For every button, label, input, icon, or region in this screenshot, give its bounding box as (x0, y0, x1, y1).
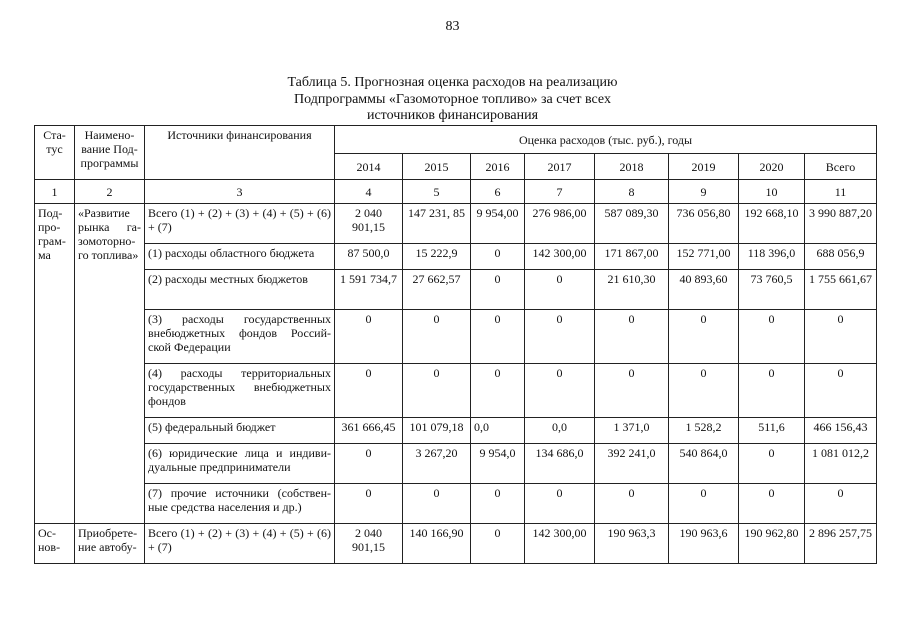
value-cell: 0 (471, 244, 525, 270)
value-cell: 0 (471, 484, 525, 524)
value-cell: 1 371,0 (595, 418, 669, 444)
value-cell: 192 668,10 (739, 204, 805, 244)
value-cell: 0 (739, 364, 805, 418)
source-cell: Всего (1) + (2) + (3) + (4) + (5) + (6) + (7) (145, 204, 335, 244)
value-cell: 736 056,80 (669, 204, 739, 244)
column-number: 4 (335, 180, 403, 204)
subprogram-name-cell: «Развитие рынка га-зомоторно-го топлива» (75, 204, 145, 524)
value-cell: 0 (595, 364, 669, 418)
value-cell: 0 (335, 444, 403, 484)
value-cell: 0 (739, 310, 805, 364)
column-number: 1 (35, 180, 75, 204)
column-number: 10 (739, 180, 805, 204)
value-cell: 511,6 (739, 418, 805, 444)
value-cell: 73 760,5 (739, 270, 805, 310)
value-cell: 0 (403, 484, 471, 524)
column-number: 6 (471, 180, 525, 204)
column-number: 11 (805, 180, 877, 204)
value-cell: 152 771,00 (669, 244, 739, 270)
value-cell: 0 (669, 310, 739, 364)
value-cell: 1 755 661,67 (805, 270, 877, 310)
value-cell: 587 089,30 (595, 204, 669, 244)
event-name-cell: Приобрете-ние автобу- (75, 524, 145, 564)
caption-line-3: источников финансирования (366, 108, 539, 123)
value-cell: 1 528,2 (669, 418, 739, 444)
value-cell: 466 156,43 (805, 418, 877, 444)
value-cell: 147 231, 85 (403, 204, 471, 244)
value-cell: 0 (805, 364, 877, 418)
header-year: 2020 (739, 154, 805, 180)
value-cell: 0 (471, 270, 525, 310)
value-cell: 540 864,0 (669, 444, 739, 484)
value-cell: 101 079,18 (403, 418, 471, 444)
value-cell: 0,0 (525, 418, 595, 444)
source-cell: (4) расходы территориальных государственных внебюджетных фондов (145, 364, 335, 418)
value-cell: 0,0 (471, 418, 525, 444)
header-year: 2017 (525, 154, 595, 180)
status-cell: Ос-нов- (35, 524, 75, 564)
value-cell: 40 893,60 (669, 270, 739, 310)
column-number: 2 (75, 180, 145, 204)
header-total: Всего (805, 154, 877, 180)
header-year: 2014 (335, 154, 403, 180)
value-cell: 27 662,57 (403, 270, 471, 310)
value-cell: 2 040 901,15 (335, 204, 403, 244)
value-cell: 0 (525, 364, 595, 418)
value-cell: 142 300,00 (525, 524, 595, 564)
value-cell: 134 686,0 (525, 444, 595, 484)
header-estimate: Оценка расходов (тыс. руб.), годы (335, 126, 877, 154)
column-number: 8 (595, 180, 669, 204)
value-cell: 392 241,0 (595, 444, 669, 484)
value-cell: 0 (805, 484, 877, 524)
header-name: Наимено-вание Под-программы (75, 126, 145, 180)
column-number: 7 (525, 180, 595, 204)
value-cell: 142 300,00 (525, 244, 595, 270)
header-status: Ста-тус (35, 126, 75, 180)
source-cell: Всего (1) + (2) + (3) + (4) + (5) + (6) + (7) (145, 524, 335, 564)
caption-line-1: Таблица 5. Прогнозная оценка расходов на реализацию (287, 75, 618, 90)
page-number: 83 (445, 19, 460, 34)
value-cell: 0 (739, 444, 805, 484)
value-cell: 688 056,9 (805, 244, 877, 270)
value-cell: 9 954,0 (471, 444, 525, 484)
value-cell: 190 962,80 (739, 524, 805, 564)
value-cell: 190 963,6 (669, 524, 739, 564)
source-cell: (6) юридические лица и индиви-дуальные предприниматели (145, 444, 335, 484)
value-cell: 140 166,90 (403, 524, 471, 564)
value-cell: 0 (525, 484, 595, 524)
status-cell: Под-про-грам-ма (35, 204, 75, 524)
value-cell: 0 (669, 364, 739, 418)
value-cell: 0 (335, 364, 403, 418)
caption-line-2: Подпрограммы «Газомоторное топливо» за счет всех (294, 91, 611, 107)
header-year: 2019 (669, 154, 739, 180)
value-cell: 0 (805, 310, 877, 364)
value-cell: 0 (525, 270, 595, 310)
value-cell: 0 (595, 310, 669, 364)
column-number: 5 (403, 180, 471, 204)
value-cell: 2 896 257,75 (805, 524, 877, 564)
source-cell: (5) федеральный бюджет (145, 418, 335, 444)
value-cell: 118 396,0 (739, 244, 805, 270)
value-cell: 15 222,9 (403, 244, 471, 270)
value-cell: 0 (403, 310, 471, 364)
value-cell: 0 (739, 484, 805, 524)
column-number: 9 (669, 180, 739, 204)
financing-table (34, 125, 877, 564)
source-cell: (2) расходы местных бюджетов (145, 270, 335, 310)
column-number: 3 (145, 180, 335, 204)
header-sources: Источники финансирования (145, 126, 335, 180)
value-cell: 171 867,00 (595, 244, 669, 270)
header-year: 2016 (471, 154, 525, 180)
value-cell: 0 (403, 364, 471, 418)
value-cell: 0 (525, 310, 595, 364)
source-cell: (7) прочие источники (собствен-ные средства населения и др.) (145, 484, 335, 524)
value-cell: 190 963,3 (595, 524, 669, 564)
source-cell: (1) расходы областного бюджета (145, 244, 335, 270)
value-cell: 3 267,20 (403, 444, 471, 484)
value-cell: 0 (471, 310, 525, 364)
value-cell: 276 986,00 (525, 204, 595, 244)
table-caption (0, 75, 905, 125)
value-cell: 2 040 901,15 (335, 524, 403, 564)
value-cell: 87 500,0 (335, 244, 403, 270)
value-cell: 0 (595, 484, 669, 524)
value-cell: 21 610,30 (595, 270, 669, 310)
value-cell: 1 591 734,7 (335, 270, 403, 310)
value-cell: 361 666,45 (335, 418, 403, 444)
source-cell: (3) расходы государственных внебюджетных фондов Россий-ской Федерации (145, 310, 335, 364)
value-cell: 0 (471, 364, 525, 418)
header-year: 2015 (403, 154, 471, 180)
value-cell: 1 081 012,2 (805, 444, 877, 484)
value-cell: 3 990 887,20 (805, 204, 877, 244)
value-cell: 0 (335, 310, 403, 364)
value-cell: 0 (335, 484, 403, 524)
value-cell: 0 (471, 524, 525, 564)
value-cell: 0 (669, 484, 739, 524)
header-year: 2018 (595, 154, 669, 180)
value-cell: 9 954,00 (471, 204, 525, 244)
